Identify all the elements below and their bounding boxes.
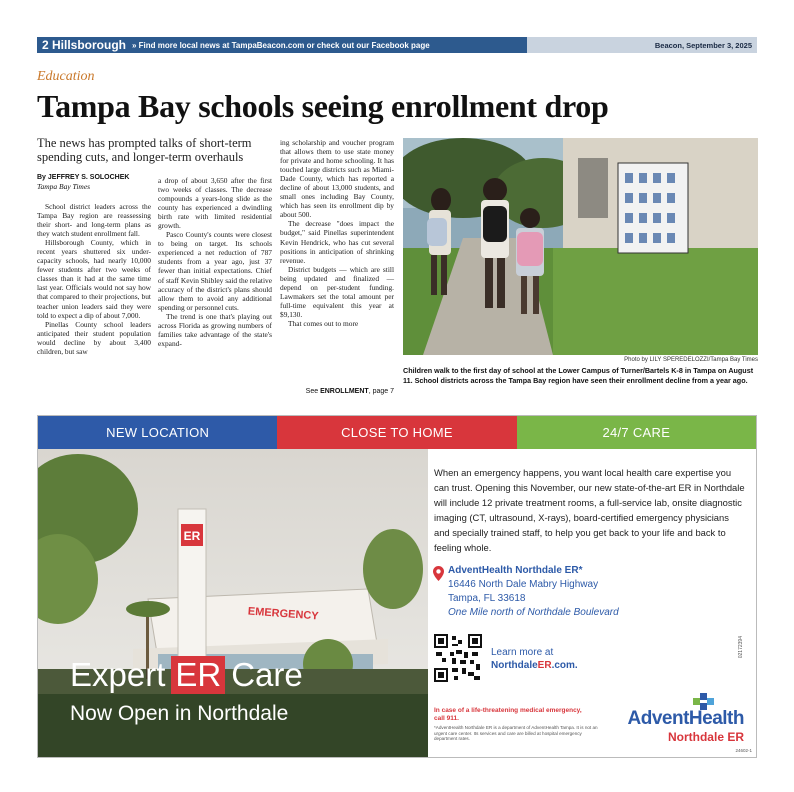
paragraph: The decrease "does impact the budget," said Pinellas superintendent Kevin Hendrick, who has cut several positions in anticipation of shrinking revenue. (280, 219, 394, 265)
learn-more-label: Learn more at (491, 647, 554, 658)
brand-subname: Northdale ER (667, 730, 744, 744)
article-headline: Tampa Bay schools seeing enrollment drop (37, 88, 609, 124)
issue-date: Beacon, September 3, 2025 (527, 37, 757, 53)
site-prefix: Northdale (491, 660, 538, 671)
building-sign: EMERGENCY (247, 605, 319, 623)
paragraph: Pasco County's counts were closest to being on target. Its schools experienced a net reduction of 787 students from a year ago, just 37 fewer than initial expectations. Chief of staff Kevin Shibley said the relative accuracy of the district's plans should allow them to avoid any additional spending or personnel cuts. (158, 230, 272, 312)
photo-caption: Children walk to the first day of school at the Lower Campus of Turner/Bartels K-8 in Tampa on August 11. School districts across the Tampa Bay region have seen their enrollment decline from a year ago. (403, 366, 754, 385)
location-pin-icon (433, 566, 444, 581)
paragraph: a drop of about 3,650 after the first two weeks of classes. The decrease compounds a years-long slide as the county has experienced a dwindling birth rate with limited residential growth. (158, 176, 272, 231)
paragraph: That comes out to more (288, 318, 359, 328)
article-deck: The news has prompted talks of short-term spending cuts, and longer-term overhauls (37, 136, 252, 164)
site-suffix: .com. (551, 660, 578, 671)
learn-more[interactable] (491, 646, 578, 672)
ad-subhead: Now Open in Northdale (70, 702, 289, 725)
qr-code-icon[interactable] (434, 634, 482, 682)
adventhealth-logo (606, 694, 744, 744)
ad-banner-bar (38, 416, 756, 449)
photo-credit: Photo by LILY SPEREDELOZZI/Tampa Bay Times (624, 357, 758, 363)
section-header-bar (37, 37, 757, 53)
paragraph: Hillsborough County, which in recent years shuttered six under-capacity schools, had nearly 10,000 fewer students after two weeks of classes than it had at the same time last year. Officials would not say how that compared to their projections, but teacher union leaders said they were told to expect a dip of about 7,000. (37, 238, 151, 320)
article-kicker: Education (37, 69, 95, 84)
article-column-3 (280, 138, 394, 328)
ad-location (448, 564, 619, 620)
location-address-line-2: Tampa, FL 33618 (448, 593, 526, 604)
section-name: 2 Hillsborough (42, 38, 126, 52)
site-er: ER (537, 660, 552, 671)
byline-organization: Tampa Bay Times (37, 182, 91, 191)
emergency-note: In case of a life-threatening medical emergency, call 911. (434, 707, 582, 722)
er-tower-sign: ER (183, 529, 201, 543)
advertisement[interactable] (37, 415, 757, 758)
article-column-1 (37, 202, 151, 356)
paragraph: District budgets — which are still being updated and finalized — depend on per-student funding. Lawmakers set the total amount per full-time equivalent this year at $9,130. (280, 264, 394, 319)
jump-keyword: ENROLLMENT (320, 388, 369, 395)
paragraph: ing scholarship and voucher program that allows them to use state money for private and home schooling. It has touched large districts such as Miami-Dade County, which has reported a decline of about 13,000 students, and small ones including Bay County, which has seen its enrollment dip by about 500. (280, 138, 394, 220)
paragraph: The trend is one that's playing out across Florida as growing numbers of families take advantage of the state's expand- (158, 311, 272, 348)
ad-code: 24602-1 (735, 748, 752, 753)
location-name: AdventHealth Northdale ER* (448, 565, 583, 576)
brand-name: AdventHealth (627, 708, 744, 729)
article-photo (403, 138, 758, 355)
jump-line[interactable] (280, 388, 394, 395)
ad-headline-part-2: Care (231, 656, 303, 693)
byline (37, 173, 129, 191)
location-note: One Mile north of Northdale Boulevard (448, 607, 619, 618)
ad-banner-new-location: NEW LOCATION (38, 416, 277, 449)
ad-body-copy: When an emergency happens, you want local health care expertise you can trust. Opening this November, our new state-of-the-art ER in Northdale will include 12 private treatment rooms, a full-service lab, onsite diagnostic imaging (CT, ultrasound, X-rays), board-certified emergency physicians and specially trained staff, to help you get back to your life and back to feeling whole. (434, 467, 745, 553)
ad-banner-24-7-care: 24/7 CARE (517, 416, 756, 449)
article-column-2 (158, 176, 272, 348)
location-address-line-1: 16446 North Dale Mabry Highway (448, 579, 599, 590)
ad-website-link[interactable] (491, 659, 578, 672)
paragraph: School district leaders across the Tampa Bay region are reassessing their short- and long-term plans as they watch student enrollment fall. (37, 202, 151, 239)
ad-headline-part-1: Expert (70, 656, 166, 693)
jump-page: , page 7 (368, 388, 394, 395)
ad-code-vertical: 02172394 (738, 636, 744, 659)
byline-author: By JEFFREY S. SOLOCHEK (37, 174, 130, 181)
promo-text: » Find more local news at TampaBeacon.com or check out our Facebook page (132, 40, 430, 50)
ad-headline (70, 656, 303, 694)
ad-disclaimer: *AdventHealth Northdale ER is a department of AdventHealth Tampa. It is not an urgent care center. Its services and care are billed at hospital emergency department rates. (434, 725, 598, 741)
ad-headline-er: ER (171, 656, 225, 694)
ad-banner-close-to-home: CLOSE TO HOME (277, 416, 516, 449)
paragraph: Pinellas County school leaders anticipated their student population would decline by about 3,400 children, but saw (37, 319, 151, 356)
jump-prefix: See (305, 388, 319, 395)
